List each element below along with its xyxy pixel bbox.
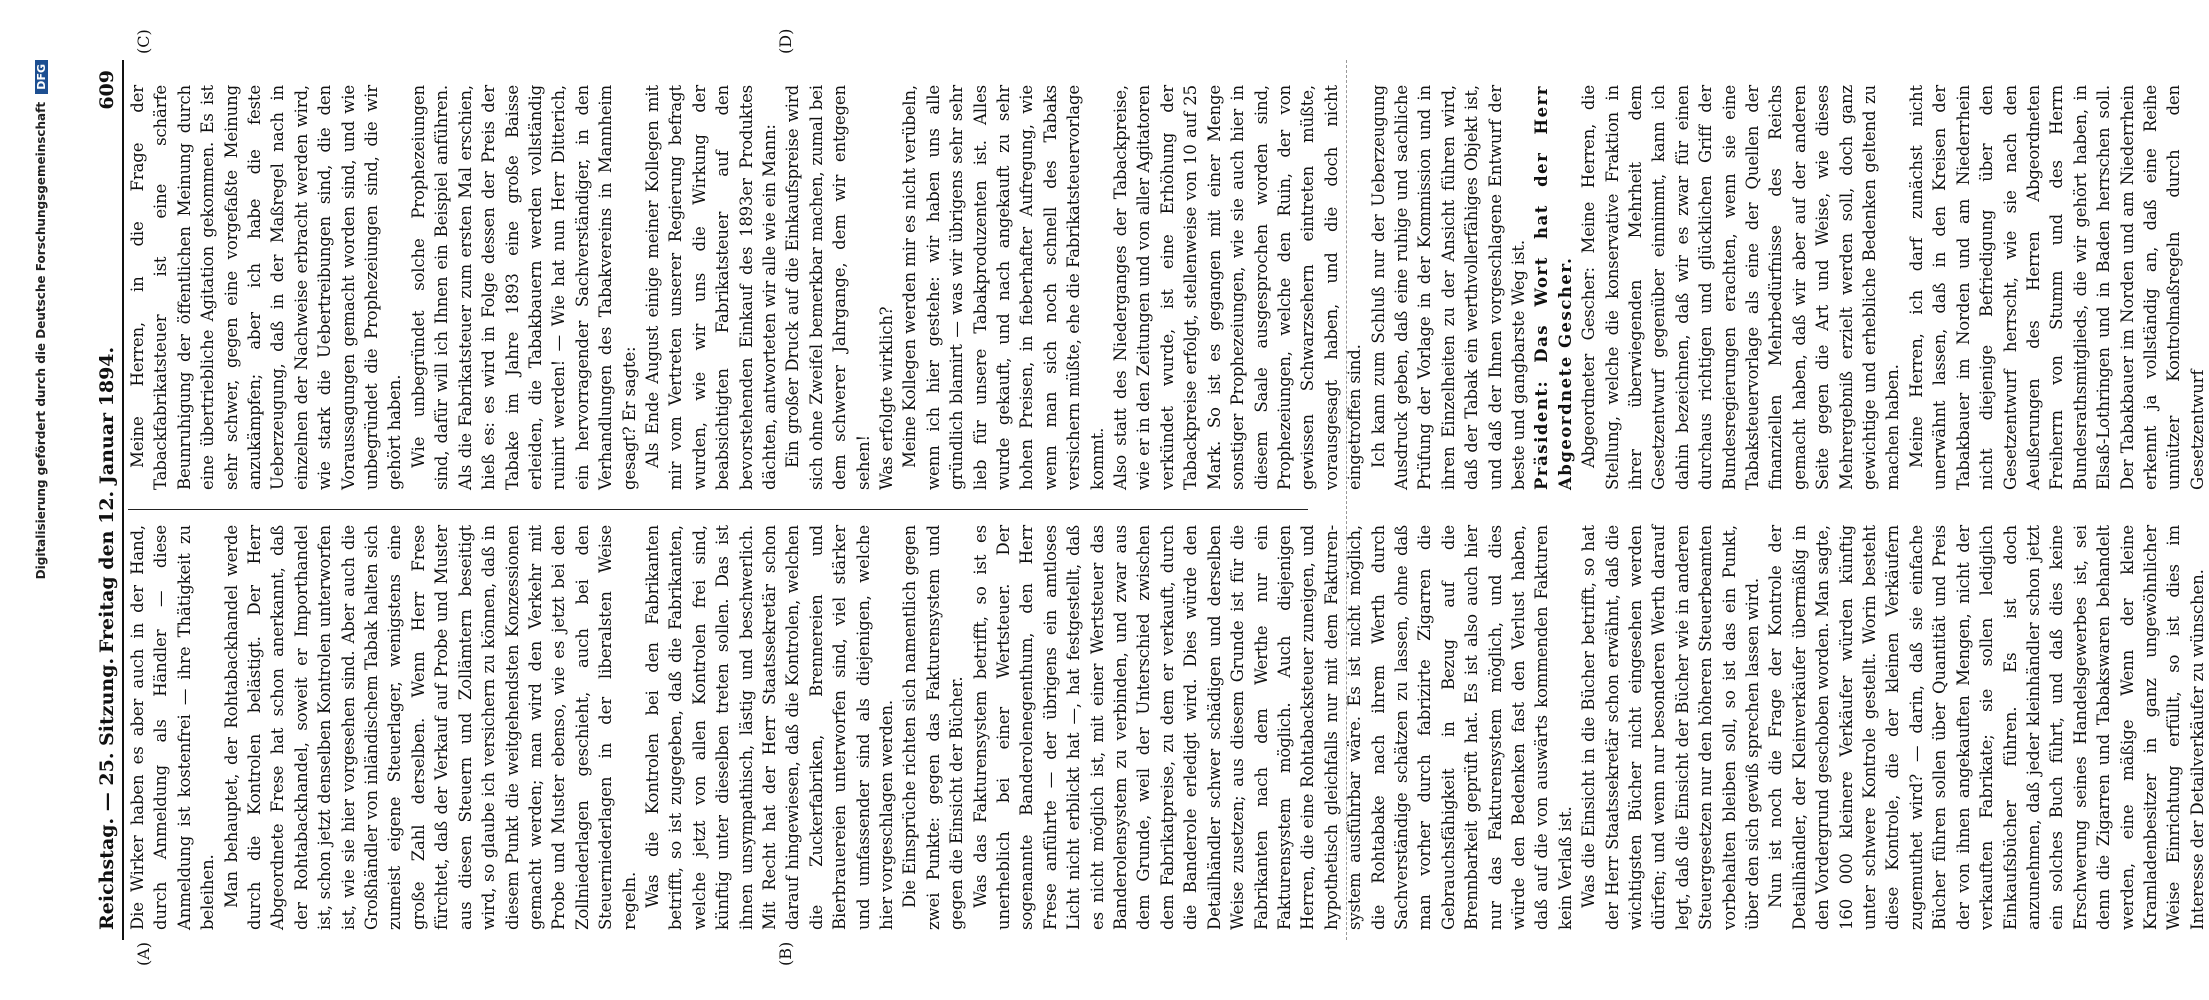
paragraph: Wie unbegründet solche Prophezeiungen sind, dafür will ich Ihnen ein Beispiel anführen. Als die Fabrikatsteuer zum ersten Mal erschien, hieß es: es wird in Folge dessen der Preis der Tabake im Jahre 1893 eine große Baisse erleiden, die Tabakbauern werden vollständig ruinirt werden! — Wie hat nun Herr Ditterich, ein hervorragender Sachverständiger, in den Verhandlungen des Tabakvereins in Mannheim gesagt? Er sagte: (408, 85, 639, 490)
paragraph: Was die Kontrolen bei den Fabrikanten betrifft, so ist zugegeben, daß die Fabrikanten, welche jetzt von allen Kontrolen frei sind, künftig unter dieselben treten sollen. Das ist ihnen unsympathisch, lästig und beschwerlich. Mit Recht hat der Herr Staatssekretär schon darauf hingewiesen, daß die Kontrolen, welchen die Zuckerfabriken, Brennereien und Bierbrauereien unterworfen sind, viel stärker und umfassender sind als diejenigen, welche hier vorgeschlagen werden. (642, 525, 896, 930)
paragraph: Was das Fakturensystem betrifft, so ist es unerheblich bei einer Wertsteuer. Der sogenannte Banderolenegenthum, den Herr Frese anführte — der übrigens ein amtloses Licht nicht erblickt hat —, hat festgestellt, daß es nicht möglich ist, mit einer Wertsteuer das Banderolensystem zu verbinden, und zwar aus dem Grunde, weil der Unterschied zwischen dem Fabrikatpreise, zu dem er verkauft, durch die Banderole erledigt wird. Dies würde den Detailhändler schwer schädigen und derselben Weise zusetzen; aus diesem Grunde ist für die Fabrikanten nach dem Werthe nur ein Fakturensystem möglich. Auch diejenigen Herren, die eine Rohtabacksteuer zuneigen, und hypothetisch gleichfalls nur mit dem Fakturen-system ausführbar wäre. Es ist nicht möglich, die Rohtabake nach ihrem Werth durch Sachverständige schätzen zu lassen, ohne daß man vorher durch fabrizirte Zigarren die Gebrauchsfähigkeit in Bezug auf die Brennbarkeit geprüft hat. Es ist also auch hier nur das Fakturensystem möglich, und dies würde den Bedenken fast den Verlust haben, daß auf die von auswärts kommenden Fakturen kein Verlaß ist. (970, 525, 1575, 930)
dfg-logo: DFG (35, 60, 48, 94)
page-number: 609 (96, 70, 118, 110)
header-session: Reichstag. — 25. Sitzung. (96, 657, 118, 930)
right-text-column (126, 85, 2207, 490)
scan-edge (1346, 60, 1349, 940)
paragraph: Man behauptet, der Rohtabackhandel werde durch die Kontrolen belästigt. Der Herr Abgeordnete Frese hat schon anerkannt, daß der Rohtabackhandel, soweit er Importhandel ist, schon jetzt denselben Kontrolen unterworfen ist, wie sie hier vorgesehen sind. Aber auch die Großhändler von inländischem Tabak halten sich zumeist eigene Steuerlager, wenigstens eine große Zahl derselben. Wenn Herr Frese fürchtet, daß der Verkauf auf Probe und Muster aus diesen Steuern und Zollämtern beseitigt wird, so glaube ich versichern zu können, daß in diesem Punkt die weitgehendsten Konzessionen gemacht werden; man wird den Verkehr mit Probe und Muster ebenso, wie es jetzt bei den Zollniederlagen geschieht, auch bei den Steuerniederlagen in der liberalsten Weise regeln. (221, 525, 639, 930)
paragraph: Nun ist noch die Frage der Kontrole der Detailhändler, der Kleinverkäufer übermäßig in den Vordergrund geschoben worden. Man sagte, 160 000 kleinere Verkäufer würden künftig unter schwere Kontrole gestellt. Worin besteht diese Kontrole, die der kleinen Verkäufern zugemuthet wird? — darin, daß sie einfache Bücher führen sollen über Quantität und Preis der von ihnen angekauften Mengen, nicht der verkauften Fabrikate; sie sollen lediglich Einkaufsbücher führen. Es ist doch anzunehmen, daß jeder kleinhändler schon jetzt ein solches Buch führt, und daß dies keine Erschwerung seines Handelsgewerbes ist, sei denn die Zigarren und Tabakswaren behandelt werden, eine mäßige Wenn der kleine Kramladenbesitzer in ganz ungewöhnlicher Weise Einrichtung erfüllt, so ist dies im Interesse der Detailverkäufer zu wünschen. (1766, 525, 2207, 930)
paragraph: Die Wirker haben es aber auch in der Hand, durch Anmeldung als Händler — diese Anmeldung ist kostenfrei — ihre Thätigkeit zu beleihen. (128, 525, 218, 930)
quote-paragraph: Meine Kollegen werden mir es nicht verübeln, wenn ich hier gestehe: wir haben uns alle gründlich blamirt — was wir übrigens sehr sehr lieb für unsere Tabakproduzenten ist. Alles wurde gekauft, und nach angekauft zu sehr hohen Preisen, in fieberhafter Aufregung, wie wenn man sich noch schnell des Tabaks versichern müßte, ehe die Fabrikatsteuervorlage kommt. (900, 85, 1107, 490)
header-date: Freitag den 12. Januar 1894. (96, 346, 118, 654)
paragraph: Was die Einsicht in die Bücher betrifft, so hat der Herr Staatssekretär schon erwähnt, daß die wichtigsten Bücher nicht eingesehen werden dürfen; und wenn nur besonderen Werth darauf legt, daß die Einsicht der Bücher wie in anderen Steuergesetzen nur den höheren Steuerbeamten vorbehalten bleiben soll, so ist das ein Punkt, über den sich gewiß sprechen lassen wird. (1579, 525, 1763, 930)
margin-mark-d: (D) (776, 28, 795, 54)
margin-mark-c: (C) (134, 29, 153, 54)
left-text-column (126, 525, 2207, 930)
paragraph: Ich kann zum Schluß nur der Ueberzeugung Ausdruck geben, daß eine ruhige und sachliche Prüfung der Vorlage in der Kommission und in ihren Einzelheiten zu der Ansicht führen wird, daß der Tabak ein werthvollerfähiges Objekt ist, und daß der Ihnen vorgeschlagene Entwurf der beste und gangbarste Weg ist. (1368, 85, 1528, 490)
paragraph: Meine Herren, ich darf zunächst nicht unerwähnt lassen, daß in den Kreisen der Tabakbauer im Norden und am Niederrhein nicht diejenige Befriedigung über den Gesetzentwurf herrscht, wie sie nach den Aeußerungen des Herren Abgeordneten Freiherrn von Stumm und des Herrn Bundesrathsmitglieds, die wir gehört haben, in Elsaß-Lothringen und in Baden herrschen soll. Der Tabakbauer im Norden und am Niederrhein erkennt ja vollständig an, daß eine Reihe unnützer Kontrolmaßregeln durch den Gesetzentwurf (1906, 85, 2207, 490)
paragraph: Was erfolgte wirklich? (877, 306, 896, 490)
speaker-president: Präsident: Das Wort hat der Herr Abgeordnete Gescher. (1532, 85, 1575, 490)
paragraph: Meine Herren, in die Frage der Tabackfabrikatsteuer ist eine schärfe Beunruhigung der öffentlichen Meinung durch eine übertriebliche Agitation gekommen. Es ist sehr schwer, gegen eine vorgefaßte Meinung anzukämpfen; aber ich habe die feste Ueberzeugung, daß in der Maßregel nach in einzelnen der Nachweise erbracht werden wird, wie stark die Uebertreibungen sind, die den Voraussagungen gemacht worden sind, und wie unbegründet die Prophezeiungen sind, die wir gehört haben. (128, 85, 405, 490)
quote-paragraph: Als Ende August einige meiner Kollegen mit mir vom Vertreten unserer Regierung befragt wurden, wie wir uns die Wirkung der beabsichtigten Fabrikatsteuer auf den bevorstehenden Einkauf des 1893er Produktes dächten, antworteten wir alle wie ein Mann: (642, 85, 779, 490)
page-header (88, 60, 124, 940)
column-divider (128, 509, 1308, 510)
digitization-credit (34, 60, 52, 940)
margin-mark-b: (B) (776, 941, 795, 966)
paragraph: Die Einsprüche richten sich namentlich gegen zwei Punkte: gegen das Fakturensystem und gegen die Einsicht der Bücher. (900, 525, 967, 930)
rotated-newspaper-page (16, 20, 2207, 980)
quote-paragraph: Ein großer Druck auf die Einkaufspreise wird sich ohne Zweifel bemerkbar machen, zumal bei dem schwerer Jahrgange, dem wir entgegen sehen! (783, 85, 873, 490)
paragraph: Abgeordneter Gescher: Meine Herren, die Stellung, welche die konservative Fraktion in ihrer überwiegenden Mehrheit dem Gesetzentwurf gegenüber einnimmt, kann ich dahin bezeichnen, daß wir es zwar für einen durchaus richtigen und glücklichen Griff der Bundesregierungen erachten, wenn sie eine Tabaksteuervorlage als eine der Quellen der finanziellen Mehrbedürfnisse des Reichs gemacht haben, daß wir aber auf der anderen Seite gegen die Art und Weise, wie dieses Mehrergebniß erzielt werden soll, doch ganz gewichtige und erhebliche Bedenken geltend zu machen haben. (1579, 85, 1903, 490)
paragraph: Also statt des Niederganges der Tabackpreise, wie er in den Zeitungen und von aller Agitatoren verkündet wurde, ist eine Erhöhung der Tabackpreise erfolgt, stellenweise von 10 auf 25 Mark. So ist es gegangen mit einer Menge sonstiger Prophezeiungen, wie sie auch hier in diesem Saale ausgesprochen worden sind, Prophezeiungen, welche den Ruin, der von gewissen Schwarzsehern eintreten müßte, vorausgesagt haben, und die doch nicht eingetroffen sind. (1111, 85, 1365, 490)
credit-text: Digitalisierung gefördert durch die Deutsche Forschungsgemeinschaft (34, 101, 48, 580)
margin-mark-a: (A) (134, 941, 153, 966)
